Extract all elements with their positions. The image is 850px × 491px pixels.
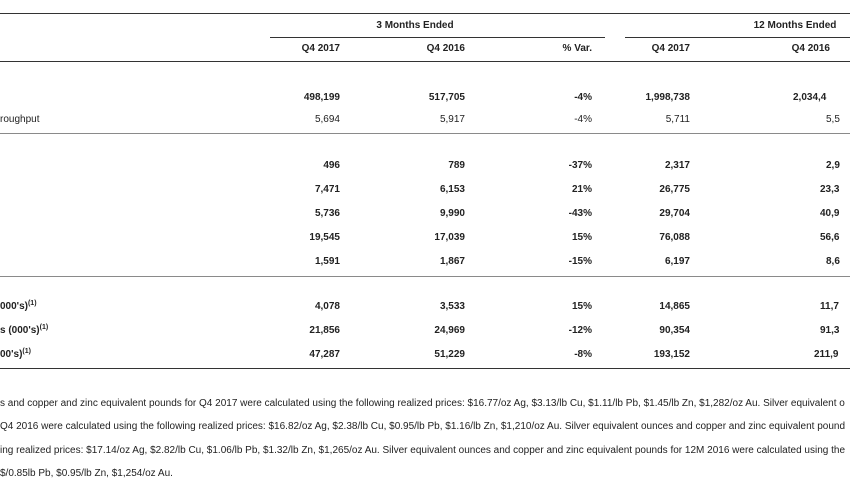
cell: 11,7 xyxy=(820,301,839,312)
cell: 91,3 xyxy=(820,325,840,336)
cell: 496 xyxy=(323,160,340,171)
cell: 17,039 xyxy=(434,232,465,243)
cell: 47,287 xyxy=(309,349,340,360)
cell: 2,317 xyxy=(664,160,690,171)
row-label-equivalent-1: 000's)$^{(1)}$ xyxy=(0,300,37,312)
cell: -4% xyxy=(574,114,592,125)
group-header-12-months: 12 Months Ended xyxy=(753,20,837,31)
cell: 40,9 xyxy=(820,208,840,219)
cell: 5,917 xyxy=(439,114,465,125)
bottom-rule xyxy=(0,368,850,369)
cell: -8% xyxy=(574,349,592,360)
cell: 211,9 xyxy=(814,349,839,360)
footnote-line-1: s and copper and zinc equivalent pounds for Q4 2017 were calculated using the following realized prices: $16.77/oz Ag, $3.13/lb Cu, $1.11/lb Pb, $1.45/lb Zn, $1,282/oz Au. Silver equivalent o xyxy=(0,398,845,409)
cell: 51,229 xyxy=(434,349,465,360)
cell: 8,6 xyxy=(826,256,840,267)
footnote-line-2: Q4 2016 were calculated using the following realized prices: $16.82/oz Ag, $2.38/lb Cu, $0.95/lb Pb, $1.16/lb Zn, $1,210/oz Au. Silver equivalent ounces and copper and zinc equivalent pound xyxy=(0,421,846,432)
cell: -12% xyxy=(568,325,592,336)
row-label-throughput: roughput xyxy=(0,114,40,125)
cell: 1,867 xyxy=(439,256,465,267)
cell: -15% xyxy=(568,256,592,267)
col-header-12m-q4-2016: Q4 2016 xyxy=(791,43,830,54)
cell: 5,694 xyxy=(314,114,340,125)
cell: 498,199 xyxy=(303,92,340,103)
group-rule-12-months xyxy=(625,37,850,38)
cell: 15% xyxy=(571,232,592,243)
section-rule-1 xyxy=(0,133,850,134)
section-rule-2 xyxy=(0,276,850,277)
col-header-q4-2017: Q4 2017 xyxy=(301,43,340,54)
cell: 2,9 xyxy=(826,160,840,171)
cell: 14,865 xyxy=(659,301,690,312)
cell: 2,034,4 xyxy=(793,92,827,103)
row-label-equivalent-2: s $(000's)^{(1)}$ xyxy=(0,324,49,336)
group-header-3-months: 3 Months Ended xyxy=(376,20,454,31)
col-header-q4-2016: Q4 2016 xyxy=(426,43,465,54)
footnote-line-3: ing realized prices: $17.14/oz Ag, $2.82/lb Cu, $1.06/lb Pb, $1.32/lb Zn, $1,265/oz Au. Silver equivalent ounces and copper and zinc equivalent pounds for 12M 2016 were calculated using the xyxy=(0,445,846,456)
cell: 193,152 xyxy=(653,349,690,360)
cell: 1,998,738 xyxy=(645,92,690,103)
footnote-line-4: $/0.85lb Pb, $0.95/lb Zn, $1,254/oz Au. xyxy=(0,468,173,479)
cell: 517,705 xyxy=(428,92,465,103)
cell: 9,990 xyxy=(439,208,465,219)
cell: 26,775 xyxy=(659,184,690,195)
cell: 6,197 xyxy=(664,256,690,267)
cell: 90,354 xyxy=(659,325,690,336)
cell: 3,533 xyxy=(439,301,465,312)
cell: 6,153 xyxy=(439,184,465,195)
cell: 21% xyxy=(571,184,592,195)
header-rule xyxy=(0,61,850,62)
cell: 15% xyxy=(571,301,592,312)
cell: 29,704 xyxy=(659,208,690,219)
cell: -37% xyxy=(568,160,592,171)
cell: 21,856 xyxy=(309,325,340,336)
cell: 5,736 xyxy=(314,208,340,219)
cell: 23,3 xyxy=(820,184,840,195)
cell: 56,6 xyxy=(820,232,840,243)
cell: 5,711 xyxy=(665,114,690,125)
cell: 5,5 xyxy=(826,114,840,125)
row-label-equivalent-3: 00's)$^{(1)}$ xyxy=(0,348,31,360)
cell: 76,088 xyxy=(659,232,690,243)
cell: -43% xyxy=(568,208,592,219)
col-header-12m-q4-2017: Q4 2017 xyxy=(651,43,690,54)
cell: 24,969 xyxy=(434,325,465,336)
cell: -4% xyxy=(574,92,592,103)
top-rule xyxy=(0,13,850,14)
cell: 4,078 xyxy=(314,301,340,312)
col-header-pct-var: % Var. xyxy=(562,43,592,54)
cell: 7,471 xyxy=(314,184,340,195)
cell: 19,545 xyxy=(309,232,340,243)
cell: 1,591 xyxy=(314,256,340,267)
cell: 789 xyxy=(448,160,465,171)
group-rule-3-months xyxy=(270,37,605,38)
